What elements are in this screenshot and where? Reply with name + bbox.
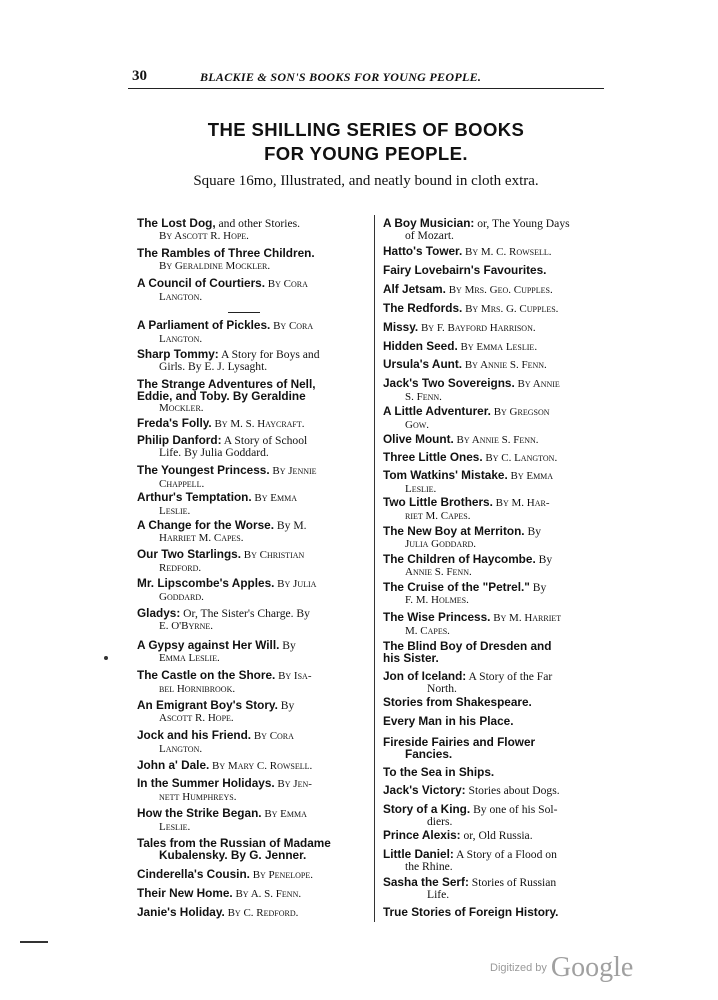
book-title: Alf Jetsam.	[383, 282, 446, 296]
book-title: Jack's Two Sovereigns.	[383, 376, 515, 390]
book-title: Cinderella's Cousin.	[137, 867, 250, 881]
book-entry	[383, 767, 494, 779]
google-logo: Google	[550, 952, 634, 983]
book-entry: Mr. Lipscombe's Apples. By Julia Goddard.	[137, 576, 317, 603]
book-title: The Blind Boy of Dresden and	[383, 639, 552, 653]
book-title: Their New Home.	[137, 886, 233, 900]
book-entry: Janie's Holiday. By C. Redford.	[137, 905, 299, 919]
book-entry: Gladys: Or, The Sister's Charge. By E. O'Byrne.	[137, 606, 310, 632]
book-entry: The Wise Princess. By M. Harriet M. Capes.	[383, 610, 562, 637]
book-entry: Tales from the Russian of Madame Kubalensky. By G. Jenner.	[137, 836, 331, 862]
book-title: Story of a King.	[383, 802, 471, 816]
book-title: Tom Watkins' Mistake.	[383, 468, 508, 482]
book-entry: The Rambles of Three Children. By Geraldine Mockler.	[137, 246, 315, 272]
book-entry: In the Summer Holidays. By Jen- nett Humphreys.	[137, 776, 312, 803]
book-entry: The Strange Adventures of Nell, Eddie, and Toby. By Geraldine Mockler.	[137, 377, 316, 414]
book-entry: Jack's Two Sovereigns. By Annie S. Fenn.	[383, 376, 560, 403]
book-entry: A Gypsy against Her Will. By Emma Leslie.	[137, 638, 296, 664]
book-title: The Children of Haycombe.	[383, 552, 536, 566]
book-entry: The Youngest Princess. By Jennie Chappell.	[137, 463, 317, 490]
book-title: The Strange Adventures of Nell,	[137, 377, 316, 391]
book-title: The Cruise of the "Petrel."	[383, 580, 530, 594]
book-title: Gladys:	[137, 606, 181, 620]
book-entry: The Lost Dog, and other Stories. By Ascott R. Hope.	[137, 216, 301, 242]
book-title: The New Boy at Merriton.	[383, 524, 525, 538]
margin-dash	[20, 941, 48, 943]
book-title: A Change for the Worse.	[137, 518, 274, 532]
book-entry: Olive Mount. By Annie S. Fenn.	[383, 432, 539, 446]
book-title: The Youngest Princess.	[137, 463, 270, 477]
book-title: In the Summer Holidays.	[137, 776, 275, 790]
book-entry: A Council of Courtiers. By Cora Langton.	[137, 276, 308, 303]
book-title: Every Man in his Place.	[383, 714, 514, 728]
page-title	[128, 118, 604, 166]
book-entry: Two Little Brothers. By M. Har- riet M. Capes.	[383, 495, 550, 522]
book-entry: Alf Jetsam. By Mrs. Geo. Cupples.	[383, 282, 553, 296]
book-title: Ursula's Aunt.	[383, 357, 463, 371]
title-line-2: FOR YOUNG PEOPLE.	[264, 143, 468, 164]
book-entry: How the Strike Began. By Emma Leslie.	[137, 806, 307, 833]
book-title: Two Little Brothers.	[383, 495, 493, 509]
book-entry: Sharp Tommy: A Story for Boys and Girls. By E. J. Lysaght.	[137, 347, 320, 373]
book-entry: The Redfords. By Mrs. G. Cupples.	[383, 301, 559, 315]
book-entry: Sasha the Serf: Stories of Russian Life.	[383, 875, 557, 901]
column-divider	[374, 215, 375, 922]
book-title: John a' Dale.	[137, 758, 210, 772]
book-entry: Ursula's Aunt. By Annie S. Fenn.	[383, 357, 547, 371]
running-head: BLACKIE & SON'S BOOKS FOR YOUNG PEOPLE.	[200, 70, 482, 84]
page-number: 30	[132, 68, 147, 84]
book-entry: The New Boy at Merriton. By Julia Goddard.	[383, 524, 542, 550]
book-entry: Story of a King. By one of his Sol- diers.	[383, 802, 558, 828]
book-title: Philip Danford:	[137, 433, 222, 447]
book-entry: A Boy Musician: or, The Young Days of Mozart.	[383, 216, 570, 242]
book-entry	[383, 907, 558, 919]
book-title: Missy.	[383, 320, 419, 334]
watermark-prefix: Digitized by	[490, 962, 547, 974]
book-title: Fireside Fairies and Flower	[383, 735, 536, 749]
book-title: Tales from the Russian of Madame	[137, 836, 331, 850]
book-title: Janie's Holiday.	[137, 905, 225, 919]
book-entry: The Blind Boy of Dresden and his Sister.	[383, 639, 552, 665]
book-title: Three Little Ones.	[383, 450, 483, 464]
page-subtitle: Square 16mo, Illustrated, and neatly bound in cloth extra.	[193, 173, 539, 189]
book-entry: John a' Dale. By Mary C. Rowsell.	[137, 758, 313, 772]
book-title: How the Strike Began.	[137, 806, 262, 820]
book-title: Arthur's Temptation.	[137, 490, 252, 504]
book-title: A Boy Musician:	[383, 216, 475, 230]
section-short-rule	[228, 312, 260, 313]
book-title: The Castle on the Shore.	[137, 668, 276, 682]
book-entry: The Cruise of the "Petrel." By F. M. Holmes.	[383, 580, 547, 606]
book-entry: A Change for the Worse. By M. Harriet M. Capes.	[137, 518, 307, 544]
book-entry: Cinderella's Cousin. By Penelope.	[137, 867, 313, 881]
book-title: The Wise Princess.	[383, 610, 491, 624]
title-line-1: THE SHILLING SERIES OF BOOKS	[207, 119, 525, 140]
book-title: Hidden Seed.	[383, 339, 458, 353]
book-title: The Lost Dog,	[137, 216, 216, 230]
book-entry: Hatto's Tower. By M. C. Rowsell.	[383, 244, 552, 258]
book-entry: Freda's Folly. By M. S. Haycraft.	[137, 416, 305, 430]
book-title: An Emigrant Boy's Story.	[137, 698, 278, 712]
book-title: Stories from Shakespeare.	[383, 695, 532, 709]
book-entry: Jon of Iceland: A Story of the Far North.	[383, 669, 553, 695]
book-title: Sasha the Serf:	[383, 875, 469, 889]
book-entry	[383, 697, 532, 709]
book-entry: Three Little Ones. By C. Langton.	[383, 450, 558, 464]
book-entry: Fireside Fairies and Flower Fancies.	[383, 735, 536, 761]
book-title: Mr. Lipscombe's Apples.	[137, 576, 275, 590]
google-watermark	[490, 952, 633, 984]
book-entry: Little Daniel: A Story of a Flood on the Rhine.	[383, 847, 557, 873]
book-title: Olive Mount.	[383, 432, 454, 446]
book-title: Jock and his Friend.	[137, 728, 252, 742]
book-title: True Stories of Foreign History.	[383, 905, 559, 919]
book-entry: The Children of Haycombe. By Annie S. Fenn.	[383, 552, 553, 578]
book-entry: Their New Home. By A. S. Fenn.	[137, 886, 302, 900]
book-title: Prince Alexis:	[383, 828, 461, 842]
book-title: To the Sea in Ships.	[383, 765, 495, 779]
book-entry: Jock and his Friend. By Cora Langton.	[137, 728, 294, 755]
book-title: A Parliament of Pickles.	[137, 318, 271, 332]
book-title: The Rambles of Three Children.	[137, 246, 315, 260]
book-title: Little Daniel:	[383, 847, 454, 861]
book-title: Fairy Lovebairn's Favourites.	[383, 263, 547, 277]
book-entry: Our Two Starlings. By Christian Redford.	[137, 547, 305, 574]
book-title: The Redfords.	[383, 301, 463, 315]
book-entry: Missy. By F. Bayford Harrison.	[383, 320, 536, 334]
book-entry: A Parliament of Pickles. By Cora Langton.	[137, 318, 314, 345]
book-entry: The Castle on the Shore. By Isa- bel Hornibrook.	[137, 668, 312, 695]
header-rule	[128, 88, 604, 89]
book-title: A Gypsy against Her Will.	[137, 638, 280, 652]
book-entry	[383, 265, 546, 277]
book-entry: A Little Adventurer. By Gregson Gow.	[383, 404, 550, 431]
book-entry: Prince Alexis: or, Old Russia.	[383, 828, 533, 842]
margin-bullet	[104, 656, 108, 660]
book-entry: An Emigrant Boy's Story. By Ascott R. Hope.	[137, 698, 295, 724]
book-title: Freda's Folly.	[137, 416, 212, 430]
book-title: Our Two Starlings.	[137, 547, 241, 561]
book-entry: Hidden Seed. By Emma Leslie.	[383, 339, 538, 353]
book-title: Jon of Iceland:	[383, 669, 467, 683]
book-entry: Tom Watkins' Mistake. By Emma Leslie.	[383, 468, 554, 495]
book-entry: Jack's Victory: Stories about Dogs.	[383, 783, 560, 797]
book-entry	[383, 716, 513, 728]
book-title: A Council of Courtiers.	[137, 276, 266, 290]
book-title: Sharp Tommy:	[137, 347, 219, 361]
book-entry: Arthur's Temptation. By Emma Leslie.	[137, 490, 298, 517]
book-title: Jack's Victory:	[383, 783, 466, 797]
book-title: Hatto's Tower.	[383, 244, 463, 258]
book-entry: Philip Danford: A Story of School Life. By Julia Goddard.	[137, 433, 308, 459]
book-title: A Little Adventurer.	[383, 404, 491, 418]
